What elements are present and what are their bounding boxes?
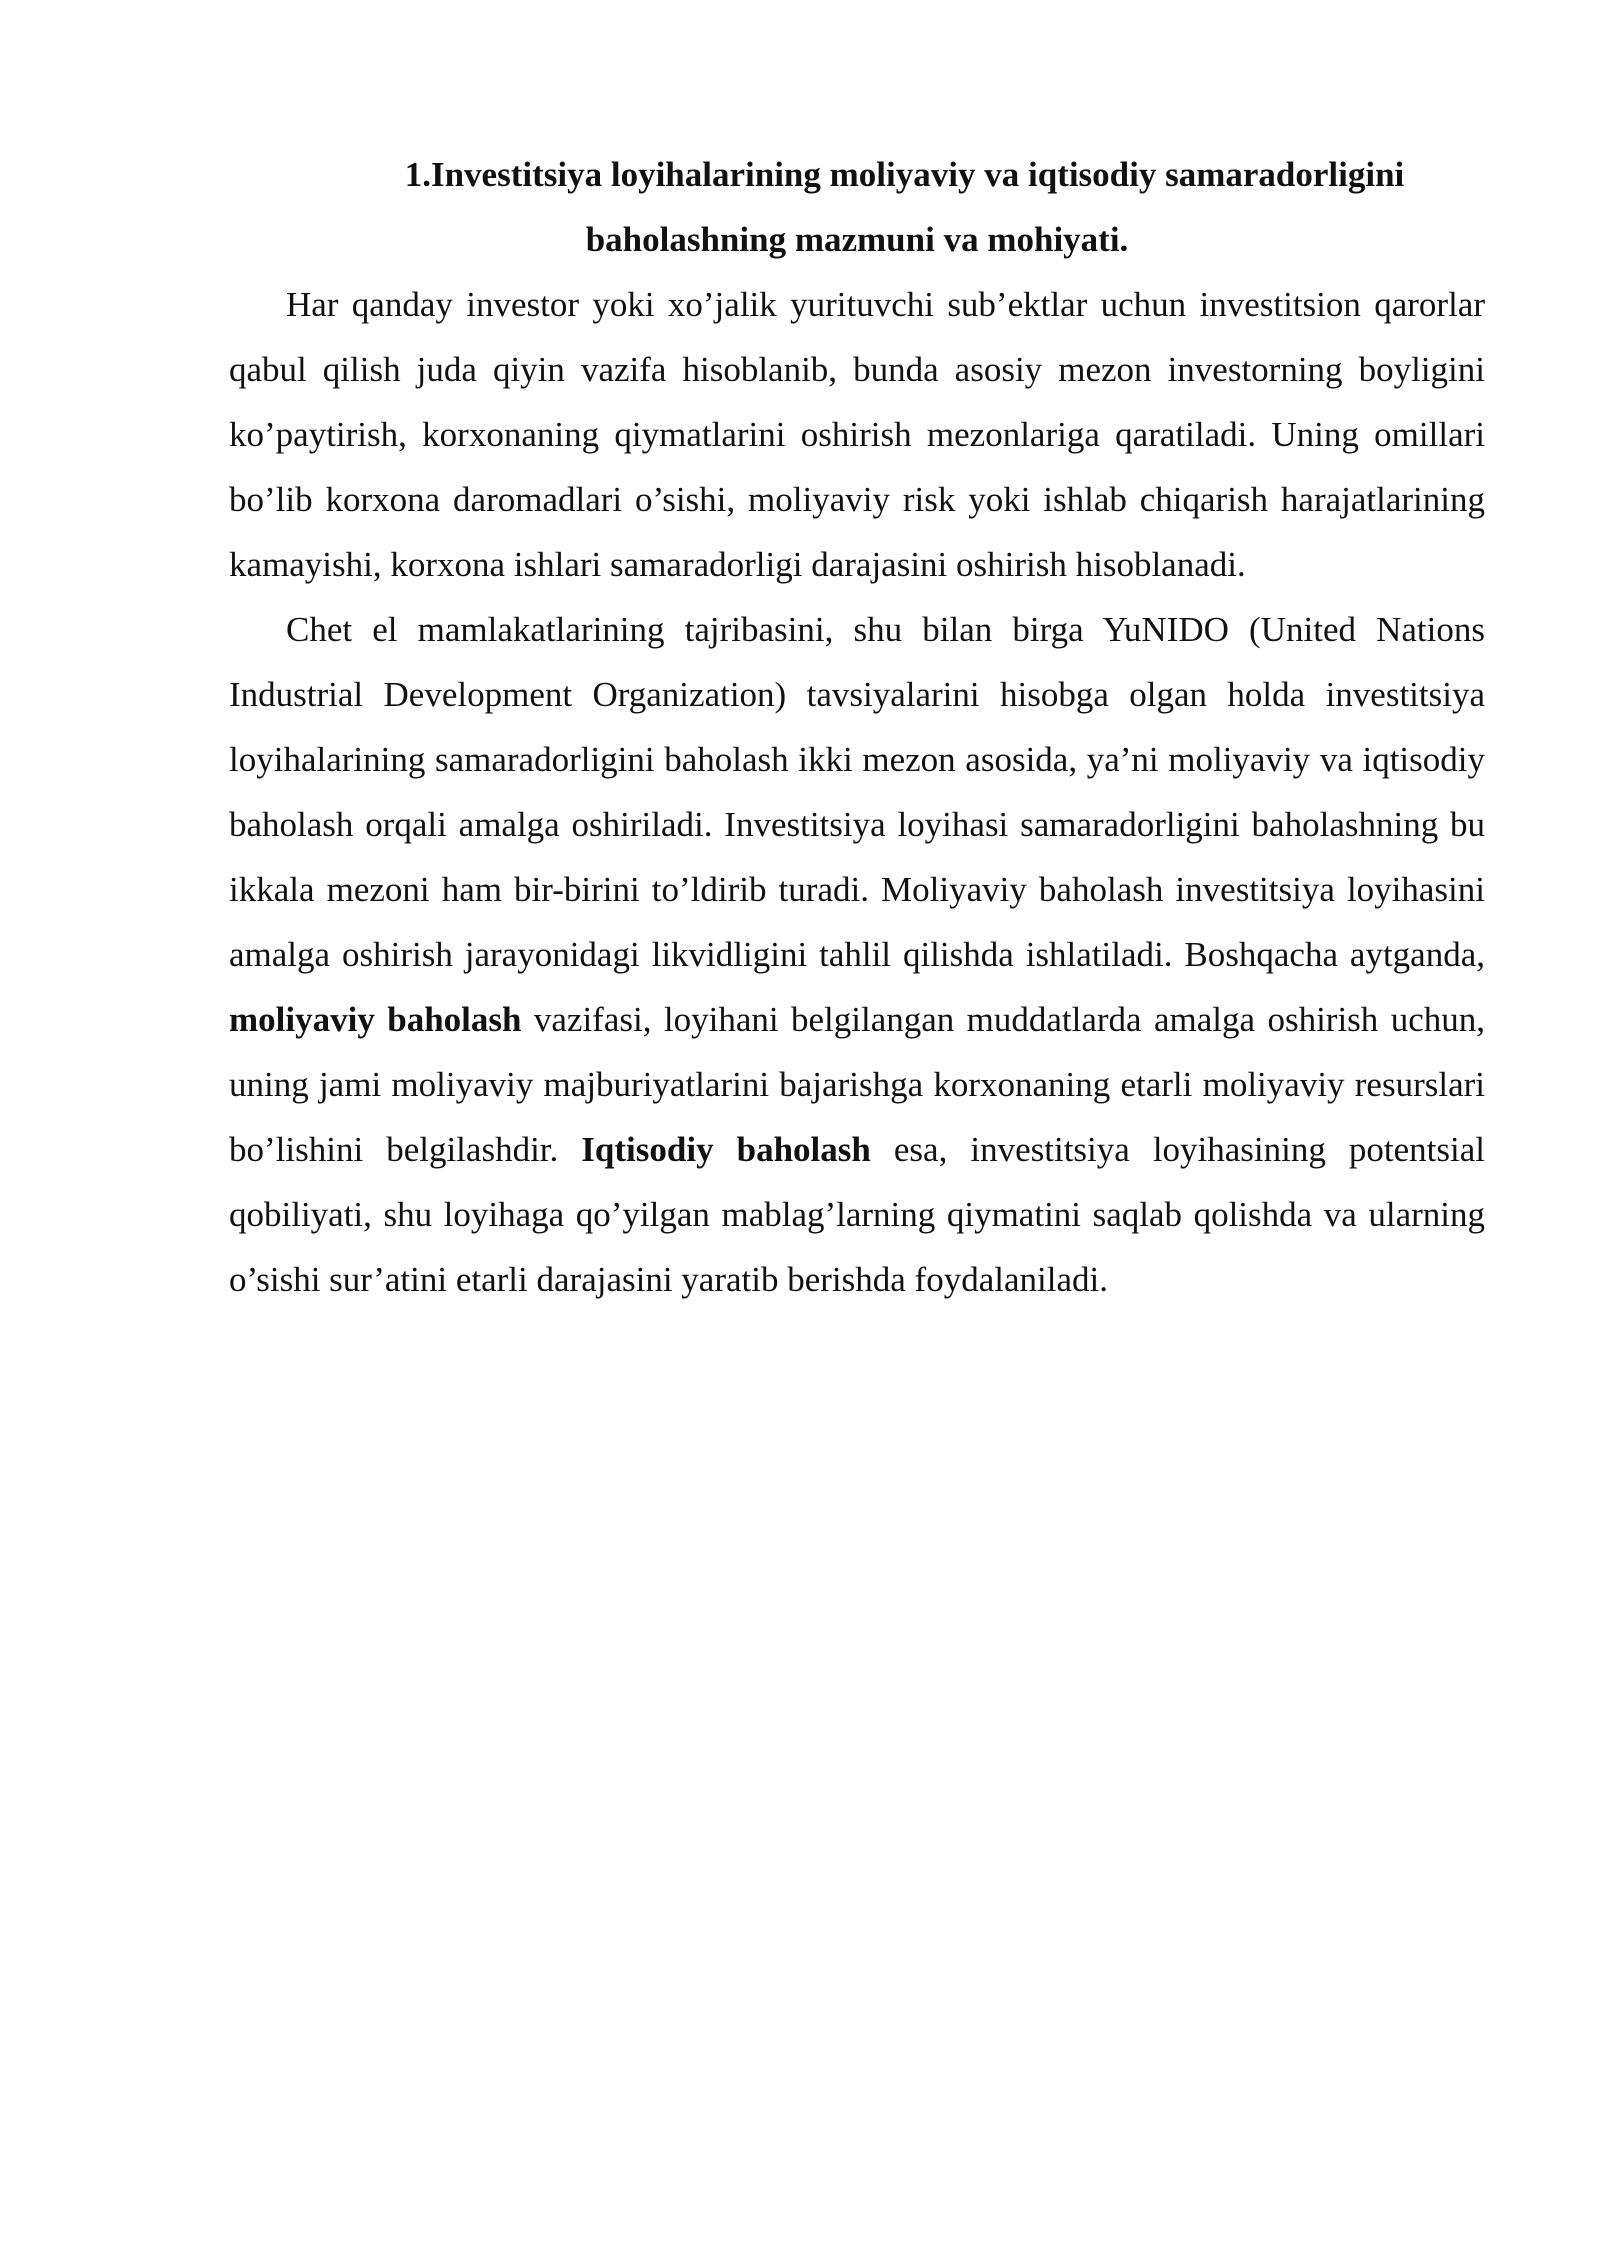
paragraph-1: Har qanday investor yoki xo’jalik yurituvchi sub’ektlar uchun investitsion qarorlar qabul qilish juda qiyin vazifa hisoblanib, bunda asosiy mezon investorning boyligini ko’paytirish, korxonaning qiymatlarini oshirish mezonlariga qaratiladi. Uning omillari bo’lib korxona daromadlari o’sishi, moliyaviy risk yoki ishlab chiqarish harajatlarining kamayishi, korxona ishlari samaradorligi darajasini oshirish hisoblanadi. — [229, 285, 1485, 584]
bold-term-moliyaviy-baholash: moliyaviy baholash — [229, 1000, 522, 1039]
paragraph-2-text-c: esa, investitsiya loyihasining potentsial qobiliyati, shu loyihaga qo’yilgan mablag’larning qiymatini saqlab qolishda va ularning o’sishi sur’atini etarli darajasini yaratib berishda foydalaniladi. — [229, 1130, 1485, 1299]
heading-line-2: baholashning mazmuni va mohiyati. — [585, 220, 1129, 259]
heading-line-1: 1.Investitsiya loyihalarining moliyaviy va iqtisodiy samaradorligini — [404, 155, 1405, 194]
paragraph-2-text-a: Chet el mamlakatlarining tajribasini, shu bilan birga YuNIDO (United Nations Industrial Development Organization) tavsiyalarini hisobga olgan holda investitsiya loyihalarining samaradorligini baholash ikki mezon asosida, ya’ni moliyaviy va iqtisodiy baholash orqali amalga oshiriladi. Investitsiya loyihasi samaradorligini baholashning bu ikkala mezoni ham bir-birini to’ldirib turadi. Moliyaviy baholash investitsiya loyihasini amalga oshirish jarayonidagi likvidligini tahlil qilishda ishlatiladi. Boshqacha aytganda, — [229, 610, 1485, 974]
document-body — [229, 142, 1485, 1312]
section-heading — [229, 142, 1485, 272]
paragraph-2 — [229, 597, 1485, 1312]
bold-term-iqtisodiy-baholash: Iqtisodiy baholash — [581, 1130, 871, 1169]
paragraph-2-text-b: vazifasi, loyihani belgilangan muddatlarda amalga oshirish uchun, uning jami moliyaviy majburiyatlarini bajarishga korxonaning etarli moliyaviy resurslari bo’lishini belgilashdir. — [229, 1000, 1485, 1169]
